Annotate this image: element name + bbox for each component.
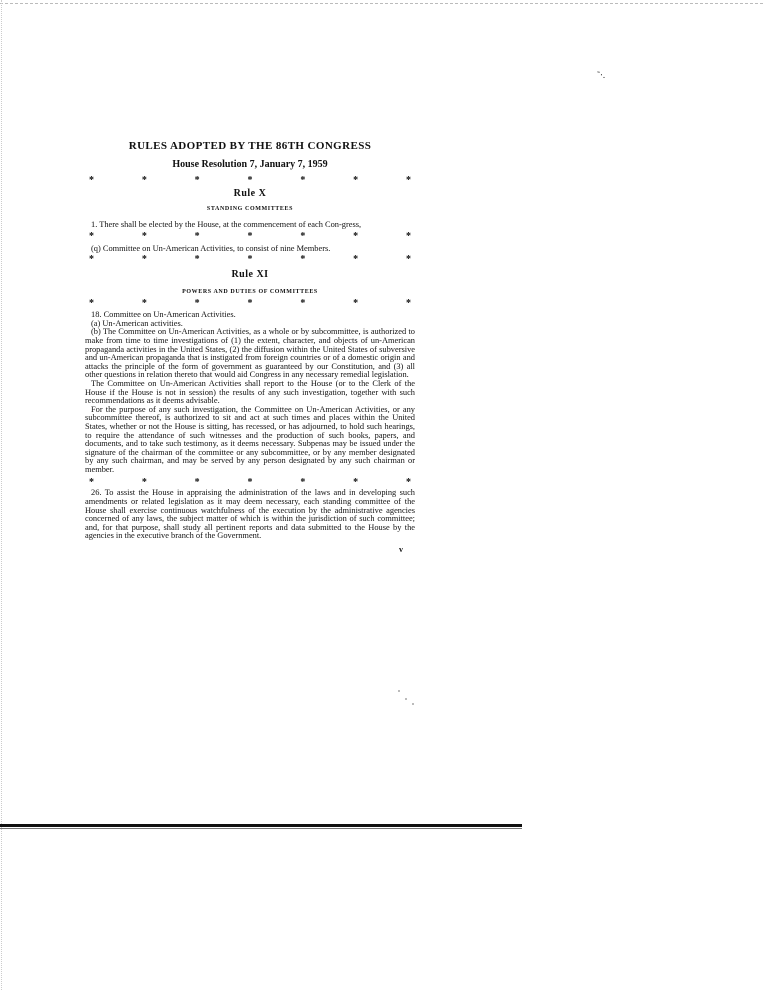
rule-xi-paragraph-18: 18. Committee on Un-American Activities. bbox=[91, 310, 236, 320]
rule-xi-paragraph-18a: (a) Un-American activities. bbox=[91, 318, 183, 328]
page-bottom-rule bbox=[0, 824, 522, 827]
scan-speckle bbox=[398, 690, 400, 692]
rule-xi-section-heading: POWERS AND DUTIES OF COMMITTEES bbox=[182, 289, 318, 296]
rule-x-paragraph-1: 1. There shall be elected by the House, at the commencement of each Con-gress, bbox=[91, 220, 362, 229]
rule-x-heading: Rule X bbox=[233, 188, 267, 199]
ellipsis-stars: * * * * * * * bbox=[89, 230, 411, 242]
ellipsis-stars: * * * * * * * bbox=[89, 254, 411, 266]
page-bottom-rule-shadow bbox=[0, 828, 522, 829]
ellipsis-stars: * * * * * * * bbox=[89, 298, 411, 310]
document-page bbox=[85, 140, 415, 554]
rule-xi-heading: Rule XI bbox=[231, 269, 269, 281]
document-title: RULES ADOPTED BY THE 86TH CONGRESS bbox=[128, 140, 372, 152]
ellipsis-stars: * * * * * * * bbox=[89, 477, 411, 489]
rule-xi-paragraph-report: The Committee on Un-American Activities shall report to the House (or to the Clerk of the House if the House is not in session) the results of any such investigation, together with such recommendations as it deems advisable. bbox=[85, 378, 415, 406]
rule-xi-paragraph-26: 26. To assist the House in appraising the administration of the laws and in developing such amendments or related legislation as it may deem necessary, each standing committee of the House shall exercise continuous watchfulness of the execution by the administrative agencies concerned of any laws, the subject matter of which is within the jurisdiction of such committee; and, for that purpose, shall study all pertinent reports and data submitted to the House by the agencies in the executive branch of the Government. bbox=[85, 488, 415, 541]
scan-speckle bbox=[405, 698, 407, 700]
rule-xi-paragraph-purpose: For the purpose of any such investigation, the Committee on Un-American Activities, or any subcommittee thereof, is authorized to sit and act at such times and places within the United States, whether or not the House is sitting, has recessed, or has adjourned, to hold such hearings, to require the attendance of such witnesses and the production of such books, papers, and documents, and to take such testimony, as it deems necessary. Subpenas may be issued under the signature of the chairman of the committee or any subcommittee, or by any member designated by any such chairman, and may be served by any person designated by any such chairman or member. bbox=[85, 404, 415, 474]
rule-x-paragraph-q: (q) Committee on Un-American Activities, to consist of nine Members. bbox=[91, 243, 331, 253]
stray-mark: ˜‧. bbox=[597, 70, 606, 80]
page-mark: v bbox=[399, 545, 403, 555]
scan-speckle bbox=[412, 703, 414, 705]
rule-x-section-heading: STANDING COMMITTEES bbox=[206, 206, 294, 212]
rule-xi-paragraph-18b: (b) The Committee on Un-American Activities, as a whole or by subcommittee, is authorized to make from time to time investigations of (1) the extent, character, and objects of un-American propaganda activities in the United States, (2) the diffusion within the United States of subversive and un-American propaganda that is instigated from foreign countries or of a domestic origin and attacks the principle of the form of government as guaranteed by our Constitution, and (3) all other questions in relation thereto that would aid Congress in any necessary remedial legislation. bbox=[85, 327, 415, 380]
scan-left-edge bbox=[1, 0, 3, 990]
ellipsis-stars: * * * * * * * bbox=[89, 175, 411, 186]
scan-top-edge bbox=[0, 3, 763, 5]
document-subtitle: House Resolution 7, January 7, 1959 bbox=[172, 159, 328, 170]
